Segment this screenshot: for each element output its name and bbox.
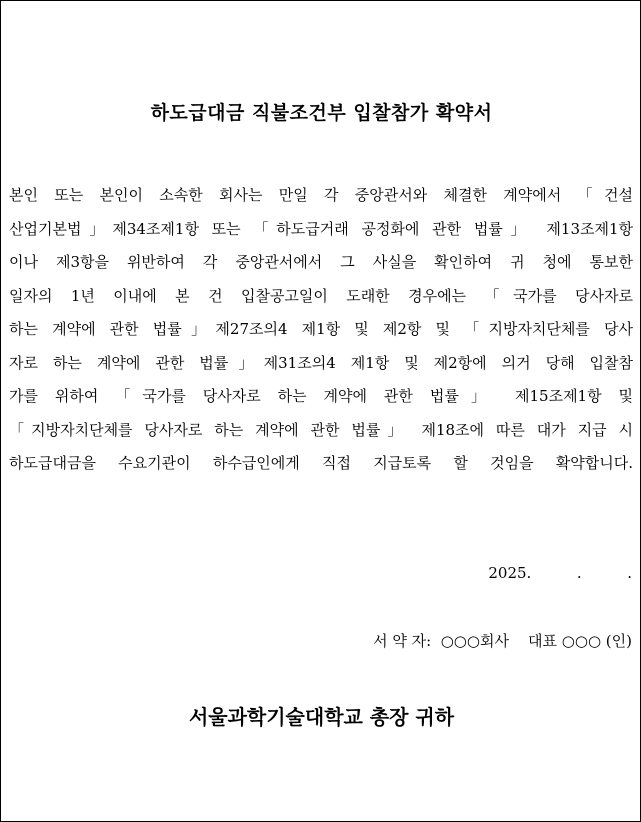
signer-line: 서 약 자: ○○○회사 대표 ○○○ (인) bbox=[373, 632, 632, 650]
pledge-body bbox=[9, 179, 633, 481]
body-line-2: 산업기본법」제34조제1항 또는 「하도급거래 공정화에 관한 법률」 제13조제1항 bbox=[9, 219, 633, 238]
addressee: 서울과학기술대학교 총장 귀하 bbox=[188, 705, 455, 729]
date-month-dot: . bbox=[576, 564, 582, 582]
date-day-dot: . bbox=[627, 564, 632, 582]
body-line-4: 일자의 1년 이내에 본 건 입찰공고일이 도래한 경우에는 「국가를 당사자로 bbox=[9, 286, 633, 305]
pledge-date bbox=[488, 564, 632, 582]
body-line-7: 가를 위하여 「국가를 당사자로 하는 계약에 관한 법률」 제15조제1항 및 bbox=[9, 387, 633, 405]
body-line-9: 하도급대금을 수요기관이 하수급인에게 직접 지급토록 할 것임을 확약합니다. bbox=[9, 454, 633, 472]
document-title: 하도급대금 직불조건부 입찰참가 확약서 bbox=[150, 102, 493, 124]
body-line-5: 하는 계약에 관한 법률」제27조의4 제1항 및 제2항 및 「지방자치단체를 당사 bbox=[9, 320, 633, 338]
date-year: 2025. bbox=[488, 564, 532, 582]
body-line-3: 이나 제3항을 위반하여 각 중앙관서에서 그 사실을 확인하여 귀 청에 통보한 bbox=[9, 253, 633, 271]
body-line-8: 「지방자치단체를 당사자로 하는 계약에 관한 법률」 제18조에 따른 대가 지급 시 bbox=[9, 420, 633, 439]
body-line-6: 자로 하는 계약에 관한 법률」제31조의4 제1항 및 제2항에 의거 당해 입찰참 bbox=[9, 353, 633, 372]
body-line-1: 본인 또는 본인이 소속한 회사는 만일 각 중앙관서와 체결한 계약에서 「건설 bbox=[9, 186, 633, 204]
